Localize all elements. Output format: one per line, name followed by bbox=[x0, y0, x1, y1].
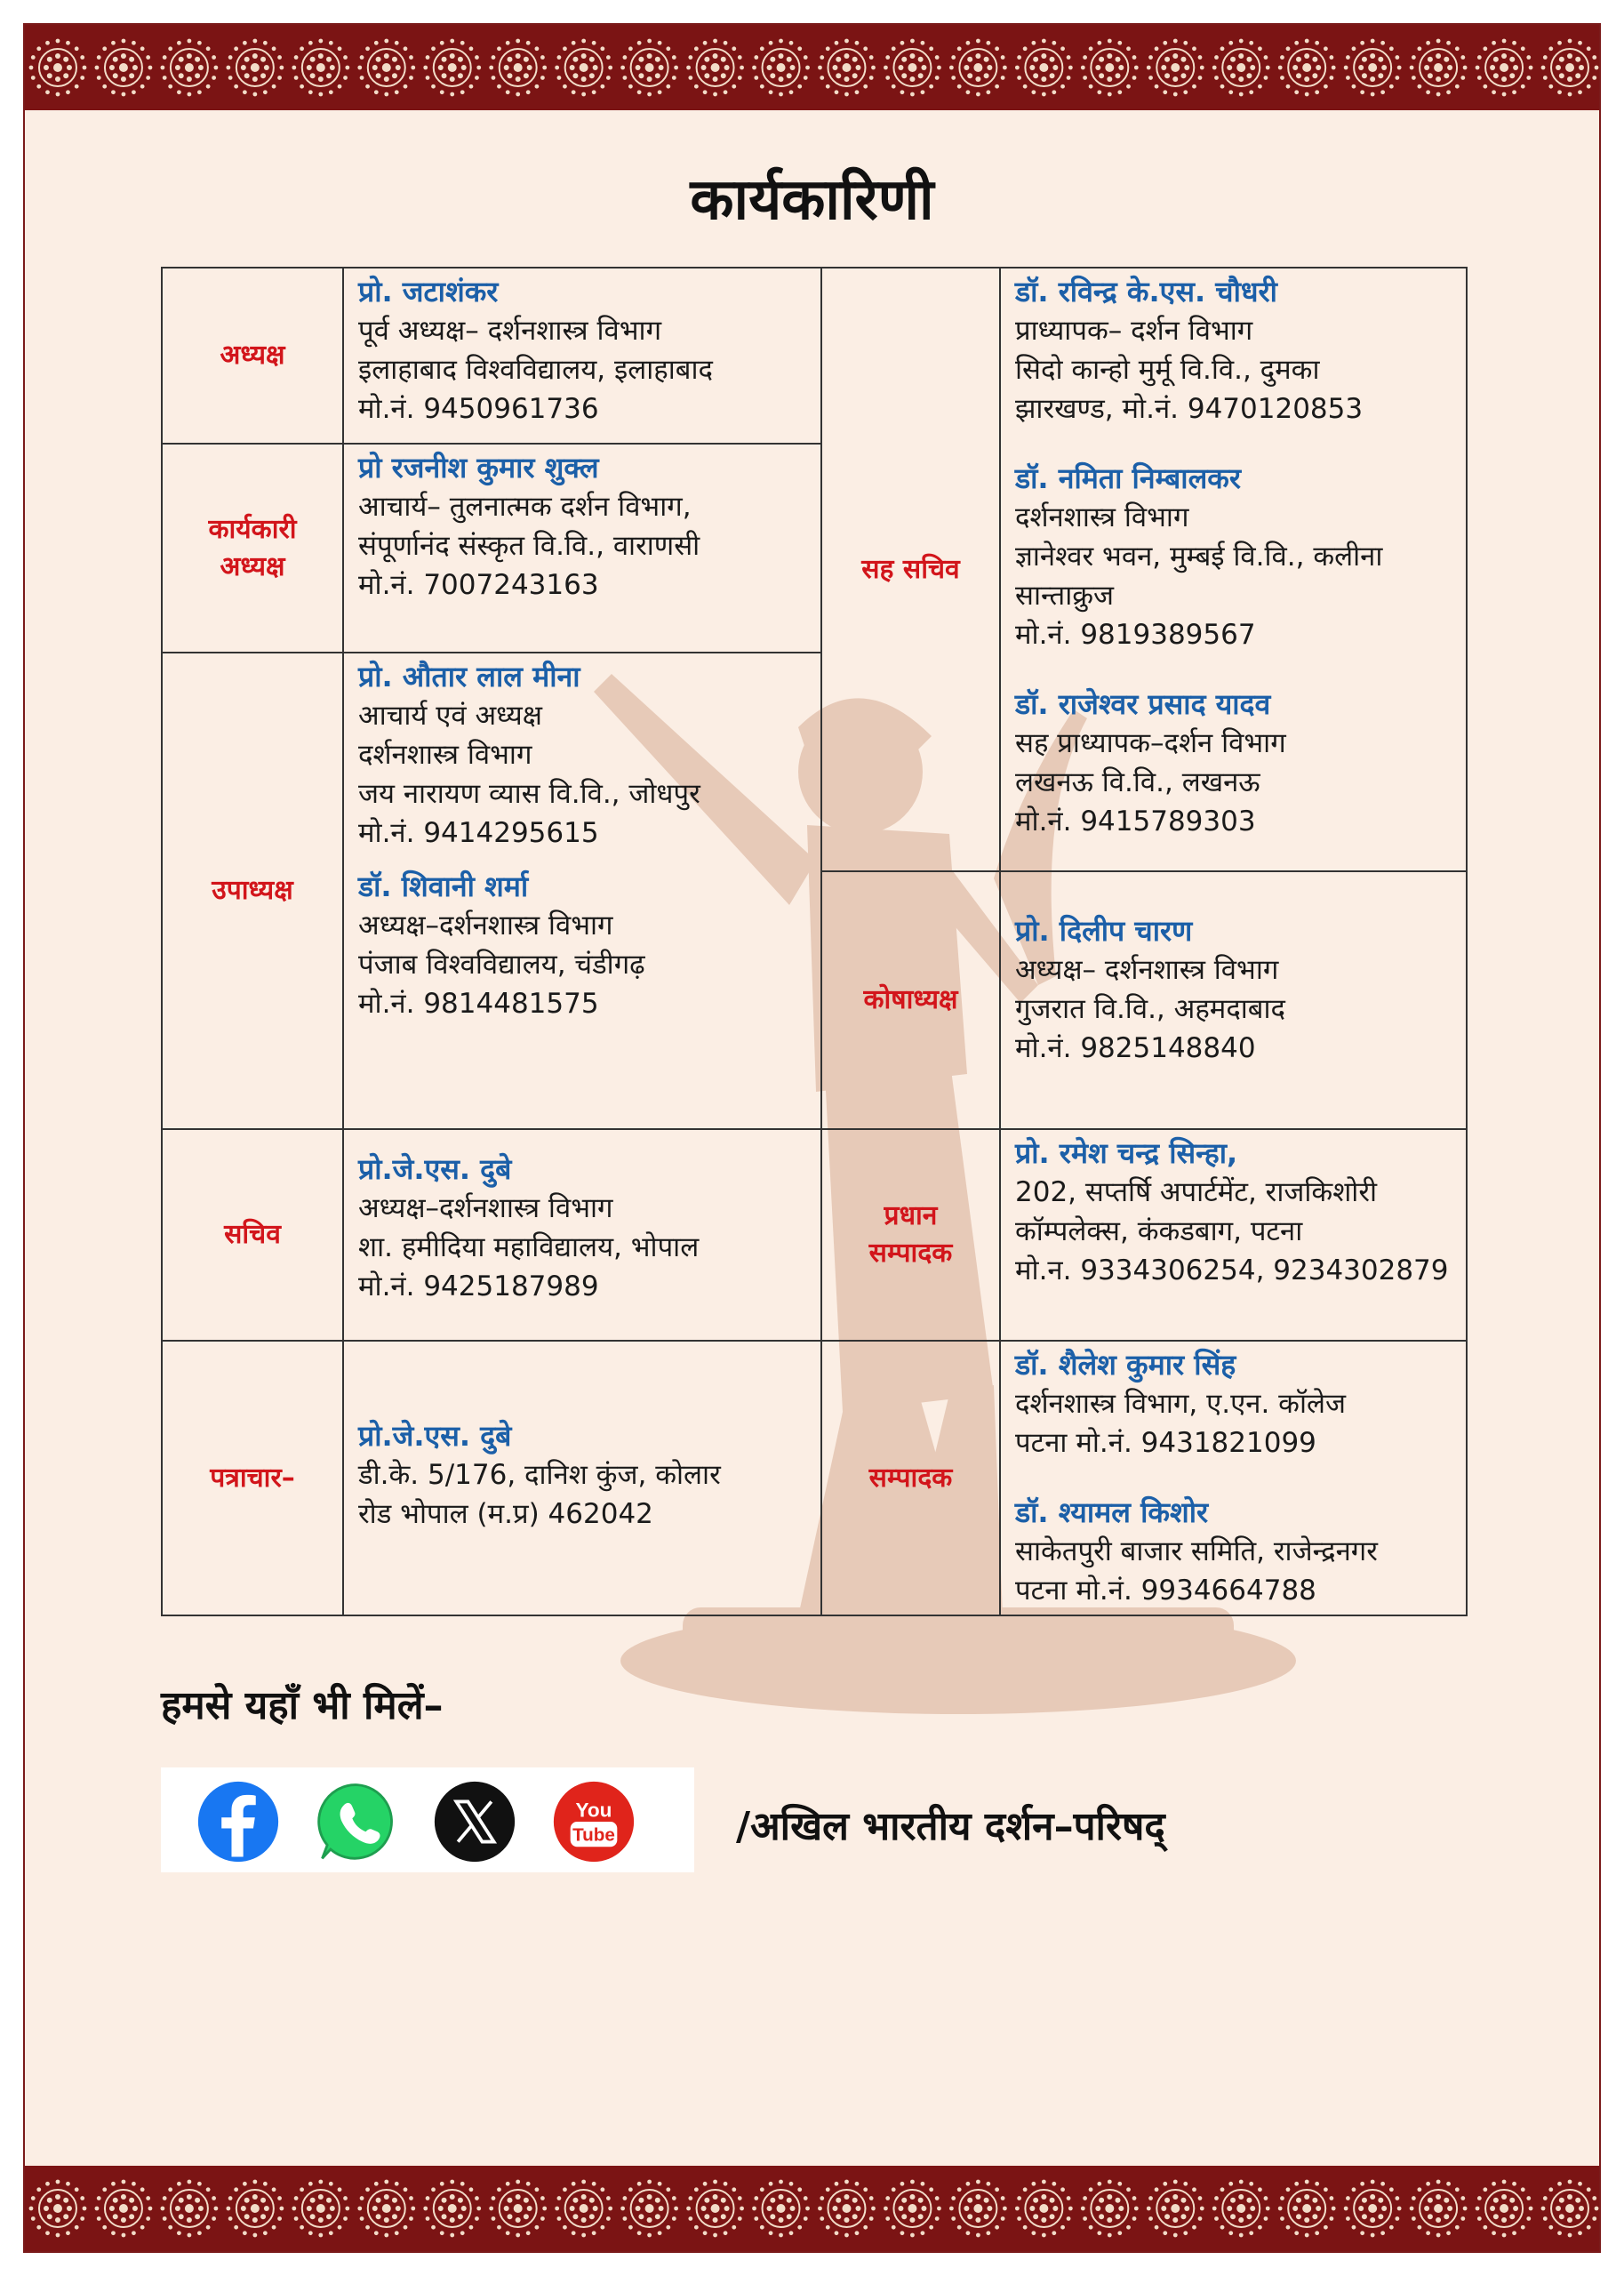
mandala-ornament bbox=[949, 2180, 1007, 2238]
member-name: प्रो. दिलीप चारण bbox=[1015, 914, 1193, 948]
organization-signature: /अखिल भारतीय दर्शन–परिषद् bbox=[736, 1804, 1165, 1849]
member-detail: पंजाब विश्वविद्यालय, चंडीगढ़ bbox=[358, 949, 645, 981]
member-entry bbox=[344, 445, 820, 605]
mandala-ornament bbox=[1541, 39, 1599, 97]
mandala-ornament bbox=[1344, 2180, 1402, 2238]
svg-text:You: You bbox=[575, 1799, 612, 1822]
member-phone: मो.नं. 9425187989 bbox=[358, 1270, 599, 1302]
role-cell-president: अध्यक्ष bbox=[162, 268, 343, 444]
mandala-ornament bbox=[423, 39, 481, 97]
member-entry bbox=[1001, 872, 1466, 1068]
member-detail: लखनऊ वि.वि., लखनऊ bbox=[1015, 766, 1260, 798]
member-phone: मो.नं. 9814481575 bbox=[358, 988, 599, 1020]
decorative-bottom-border bbox=[25, 2166, 1599, 2251]
role-cell-vice-president: उपाध्यक्ष bbox=[162, 653, 343, 1129]
mandala-ornament bbox=[555, 39, 612, 97]
mandala-ornament bbox=[357, 2180, 415, 2238]
mandala-ornament bbox=[1476, 39, 1533, 97]
page-title: कार्यकारिणी bbox=[690, 167, 934, 233]
mandala-ornament bbox=[1476, 2180, 1533, 2238]
mandala-ornament bbox=[95, 39, 153, 97]
mandala-ornament bbox=[1081, 39, 1139, 97]
whatsapp-icon[interactable] bbox=[316, 1780, 399, 1863]
mandala-ornament bbox=[686, 39, 744, 97]
x-icon[interactable] bbox=[433, 1780, 516, 1863]
member-detail: अध्यक्ष– दर्शनशास्त्र विभाग bbox=[1015, 954, 1279, 986]
member-detail: इलाहाबाद विश्वविद्यालय, इलाहाबाद bbox=[358, 354, 713, 386]
member-cell-correspondence bbox=[343, 1341, 821, 1615]
member-name: डॉ. नमिता निम्बालकर bbox=[1015, 461, 1241, 495]
member-detail: आचार्य– तुलनात्मक दर्शन विभाग, bbox=[358, 491, 692, 523]
member-phone: पटना मो.नं. 9431821099 bbox=[1015, 1427, 1316, 1459]
mandala-ornament bbox=[949, 39, 1007, 97]
role-cell-secretary: सचिव bbox=[162, 1129, 343, 1341]
member-name: प्रो.जे.एस. दुबे bbox=[358, 1419, 512, 1453]
member-detail: दर्शनशास्त्र विभाग bbox=[358, 739, 532, 771]
mandala-ornament bbox=[1278, 39, 1336, 97]
member-detail: जय नारायण व्यास वि.वि., जोधपुर bbox=[358, 778, 700, 810]
role-cell-treasurer: कोषाध्यक्ष bbox=[821, 871, 1000, 1129]
mandala-ornament bbox=[1344, 39, 1402, 97]
mandala-ornament bbox=[292, 2180, 349, 2238]
member-cell-president bbox=[343, 268, 821, 444]
member-phone: मो.नं. 9825148840 bbox=[1015, 1032, 1256, 1064]
facebook-icon[interactable] bbox=[196, 1780, 280, 1863]
member-phone: झारखण्ड, मो.नं. 9470120853 bbox=[1015, 393, 1364, 425]
mandala-ornament bbox=[686, 2180, 744, 2238]
mandala-ornament bbox=[160, 39, 218, 97]
member-phone: मो.नं. 7007243163 bbox=[358, 569, 599, 601]
mandala-ornament bbox=[818, 2180, 876, 2238]
member-entry bbox=[344, 268, 820, 429]
member-name: प्रो. रमेश चन्द्र सिन्हा, bbox=[1015, 1136, 1238, 1170]
mandala-ornament bbox=[1081, 2180, 1139, 2238]
role-cell-working-president: कार्यकारी अध्यक्ष bbox=[162, 444, 343, 653]
member-cell-chief-editor bbox=[1000, 1129, 1467, 1341]
member-detail: सह प्राध्यापक–दर्शन विभाग bbox=[1015, 727, 1286, 759]
member-entry bbox=[1001, 1342, 1466, 1610]
mandala-ornament bbox=[226, 2180, 284, 2238]
mandala-ornament bbox=[620, 39, 678, 97]
mandala-ornament bbox=[818, 39, 876, 97]
member-entry bbox=[1001, 268, 1466, 841]
decorative-top-border bbox=[25, 25, 1599, 110]
member-name: डॉ. शैलेश कुमार सिंह bbox=[1015, 1348, 1236, 1382]
member-name: प्रो. औतार लाल मीना bbox=[358, 660, 580, 693]
member-name: डॉ. रविन्द्र के.एस. चौधरी bbox=[1015, 275, 1277, 309]
member-detail: संपूर्णानंद संस्कृत वि.वि., वाराणसी bbox=[358, 530, 700, 562]
member-cell-working-president bbox=[343, 444, 821, 653]
member-detail: ज्ञानेश्वर भवन, मुम्बई वि.वि., कलीना bbox=[1015, 541, 1383, 573]
member-cell-joint-secretary bbox=[1000, 268, 1467, 871]
role-cell-editor: सम्पादक bbox=[821, 1341, 1000, 1615]
role-cell-joint-secretary: सह सचिव bbox=[821, 268, 1000, 871]
mandala-ornament bbox=[1147, 2180, 1204, 2238]
member-cell-secretary bbox=[343, 1129, 821, 1341]
member-detail: दर्शनशास्त्र विभाग bbox=[1015, 501, 1189, 533]
member-phone: मो.न. 9334306254, 9234302879 bbox=[1015, 1254, 1449, 1286]
mandala-ornament bbox=[1015, 2180, 1073, 2238]
role-cell-correspondence: पत्राचार– bbox=[162, 1341, 343, 1615]
member-detail: अध्यक्ष–दर्शनशास्त्र विभाग bbox=[358, 1192, 613, 1224]
mandala-ornament bbox=[489, 39, 547, 97]
mandala-ornament bbox=[1410, 2180, 1468, 2238]
page bbox=[23, 23, 1601, 2253]
mandala-ornament bbox=[620, 2180, 678, 2238]
mandala-ornament bbox=[489, 2180, 547, 2238]
member-phone: मो.नं. 9415789303 bbox=[1015, 805, 1256, 837]
member-name: प्रो रजनीश कुमार शुक्ल bbox=[358, 451, 599, 485]
mandala-ornament bbox=[29, 2180, 87, 2238]
member-detail: डी.के. 5/176, दानिश कुंज, कोलार bbox=[358, 1459, 721, 1491]
mandala-ornament bbox=[423, 2180, 481, 2238]
mandala-ornament bbox=[884, 2180, 941, 2238]
member-detail: गुजरात वि.वि., अहमदाबाद bbox=[1015, 993, 1285, 1025]
member-cell-editor bbox=[1000, 1341, 1467, 1615]
member-phone: मो.नं. 9414295615 bbox=[358, 817, 599, 849]
member-cell-treasurer bbox=[1000, 871, 1467, 1129]
mandala-ornament bbox=[1212, 39, 1270, 97]
mandala-ornament bbox=[357, 39, 415, 97]
member-detail: दर्शनशास्त्र विभाग, ए.एन. कॉलेज bbox=[1015, 1388, 1347, 1420]
mandala-ornament bbox=[555, 2180, 612, 2238]
mandala-ornament bbox=[1212, 2180, 1270, 2238]
member-name: डॉ. राजेश्वर प्रसाद यादव bbox=[1015, 687, 1271, 721]
member-address: रोड भोपाल (म.प्र) 462042 bbox=[358, 1498, 653, 1530]
mandala-ornament bbox=[1278, 2180, 1336, 2238]
mandala-ornament bbox=[1147, 39, 1204, 97]
member-detail: कॉम्पलेक्स, कंकडबाग, पटना bbox=[1015, 1215, 1303, 1247]
mandala-ornament bbox=[226, 39, 284, 97]
mandala-ornament bbox=[29, 39, 87, 97]
member-detail: पूर्व अध्यक्ष– दर्शनशास्त्र विभाग bbox=[358, 315, 662, 347]
mandala-ornament bbox=[1410, 39, 1468, 97]
member-detail: सान्ताक्रुज bbox=[1015, 580, 1115, 612]
mandala-ornament bbox=[1015, 39, 1073, 97]
mandala-ornament bbox=[1541, 2180, 1599, 2238]
member-phone: मो.नं. 9450961736 bbox=[358, 393, 599, 425]
member-entry bbox=[344, 1130, 820, 1306]
role-cell-chief-editor: प्रधान सम्पादक bbox=[821, 1129, 1000, 1341]
mandala-ornament bbox=[95, 2180, 153, 2238]
member-cell-vice-president bbox=[343, 653, 821, 1129]
member-detail: शा. हमीदिया महाविद्यालय, भोपाल bbox=[358, 1231, 700, 1263]
member-detail: अध्यक्ष–दर्शनशास्त्र विभाग bbox=[358, 910, 613, 942]
mandala-ornament bbox=[292, 39, 349, 97]
mandala-ornament bbox=[752, 39, 810, 97]
member-phone: मो.नं. 9819389567 bbox=[1015, 619, 1256, 651]
member-name: डॉ. शिवानी शर्मा bbox=[358, 870, 529, 903]
member-name: डॉ. श्यामल किशोर bbox=[1015, 1495, 1209, 1529]
member-phone: पटना मो.नं. 9934664788 bbox=[1015, 1575, 1316, 1607]
social-links-panel bbox=[161, 1767, 694, 1872]
member-detail: सिदो कान्हो मुर्मू वि.वि., दुमका bbox=[1015, 354, 1320, 386]
mandala-ornament bbox=[160, 2180, 218, 2238]
member-detail: साकेतपुरी बाजार समिति, राजेन्द्रनगर bbox=[1015, 1535, 1378, 1567]
executive-committee-table bbox=[161, 267, 1468, 1616]
follow-us-heading: हमसे यहाँ भी मिलें– bbox=[161, 1683, 444, 1728]
mandala-ornament bbox=[752, 2180, 810, 2238]
member-entry bbox=[344, 1342, 820, 1534]
member-name: प्रो. जटाशंकर bbox=[358, 275, 499, 309]
mandala-ornament bbox=[884, 39, 941, 97]
youtube-icon[interactable] bbox=[552, 1780, 636, 1863]
member-detail: आचार्य एवं अध्यक्ष bbox=[358, 700, 543, 732]
member-entry bbox=[344, 653, 820, 1023]
member-name: प्रो.जे.एस. दुबे bbox=[358, 1152, 512, 1186]
member-detail: प्राध्यापक– दर्शन विभाग bbox=[1015, 315, 1253, 347]
svg-text:Tube: Tube bbox=[572, 1824, 615, 1846]
member-detail: 202, सप्तर्षि अपार्टमेंट, राजकिशोरी bbox=[1015, 1176, 1378, 1208]
member-entry bbox=[1001, 1130, 1466, 1290]
